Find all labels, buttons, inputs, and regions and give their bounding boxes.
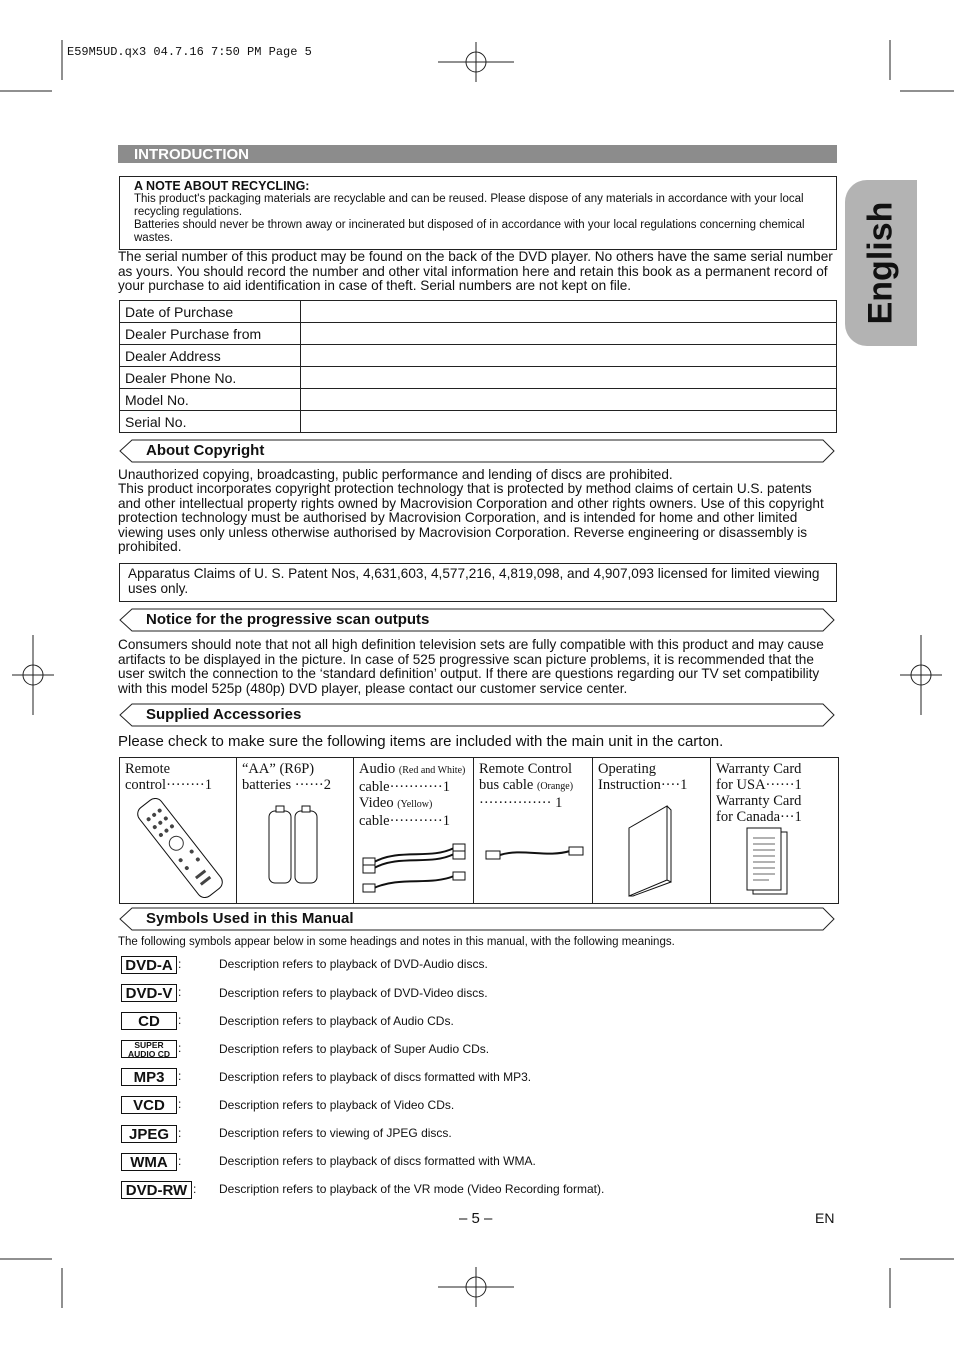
- patent-text: Apparatus Claims of U. S. Patent Nos, 4,631,603, 4,577,216, 4,819,098, and 4,907,093 licensed for limited viewing uses only.: [128, 566, 820, 596]
- symbol-desc: Description refers to playback of DVD-Audio discs.: [219, 957, 488, 971]
- audio-label: Audio: [359, 761, 396, 777]
- leader-dots: ···: [780, 809, 795, 825]
- language-tab-label: English: [861, 201, 900, 325]
- symbol-colon: :: [178, 1097, 182, 1111]
- remote-control-icon: [130, 798, 230, 898]
- symbol-desc: Description refers to playback of Super Audio CDs.: [219, 1042, 490, 1056]
- copyright-section-header: [119, 439, 835, 463]
- record-value[interactable]: [301, 411, 837, 433]
- copyright-text-1: Unauthorized copying, broadcasting, public performance and lending of discs are prohibited.: [118, 467, 673, 482]
- symbol-colon: :: [178, 985, 182, 999]
- accessories-table: [119, 757, 839, 904]
- bus-cable-label-2: bus cable: [479, 777, 534, 793]
- leader-dots: ···············: [479, 795, 552, 811]
- accessory-av-cables: [354, 758, 474, 903]
- progressive-heading: Notice for the progressive scan outputs: [146, 611, 430, 628]
- accessory-batteries: [237, 758, 354, 903]
- table-row: [120, 301, 837, 323]
- symbol-desc: Description refers to playback of discs formatted with MP3.: [219, 1070, 532, 1084]
- recycling-text-2: Batteries should never be thrown away or incinerated but disposed of in accordance with your local regulations concerning chemical wastes.: [134, 219, 805, 244]
- record-label: Model No.: [120, 389, 301, 411]
- symbol-colon: :: [193, 1182, 197, 1196]
- table-row: [120, 411, 837, 433]
- leader-dots: ······: [765, 777, 795, 793]
- symbol-desc: Description refers to viewing of JPEG discs.: [219, 1126, 452, 1140]
- quantity: 1: [794, 809, 802, 825]
- quantity: 1: [204, 777, 212, 793]
- accessories-section-header: [119, 703, 835, 727]
- leader-dots: ········: [166, 777, 205, 793]
- bus-cable-label: Remote Control: [479, 761, 573, 777]
- accessory-remote: [120, 758, 237, 903]
- recycling-heading: A NOTE ABOUT RECYCLING:: [134, 179, 310, 193]
- record-value[interactable]: [301, 367, 837, 389]
- progressive-text: Consumers should note that not all high definition television sets are fully compatible with this product and may cause artifacts to be displayed in the picture. In case of 525 progressive scan picture problems, it is recommended that the user switch the connection to the ‘standard definition’ output. If there are questions regarding our TV set compatibility with this model 525p (480p) DVD player, please contact our customer service center.: [118, 637, 824, 696]
- record-label: Serial No.: [120, 411, 301, 433]
- copyright-heading: About Copyright: [146, 442, 265, 459]
- remote-label: Remote: [125, 761, 171, 777]
- symbol-colon: :: [178, 957, 182, 971]
- badge-line-2: AUDIO CD: [127, 1049, 171, 1059]
- symbol-desc: Description refers to playback of Video CDs.: [219, 1098, 455, 1112]
- purchase-record-table: [119, 300, 837, 433]
- progressive-section-header: [119, 608, 835, 632]
- leader-dots: ····: [660, 777, 681, 793]
- quantity: 1: [555, 795, 563, 811]
- bus-cable-icon: [482, 840, 587, 870]
- symbol-badge-dvd-a: DVD-A: [121, 956, 177, 974]
- warranty-label-2: for USA: [716, 777, 766, 793]
- badge-line-1: SUPER: [134, 1040, 164, 1050]
- bus-cable-note: (Orange): [536, 781, 574, 792]
- warranty-card-icon: [743, 826, 793, 898]
- symbols-heading: Symbols Used in this Manual: [146, 910, 354, 927]
- patent-box: [119, 563, 837, 602]
- symbol-badge-wma: WMA: [121, 1153, 177, 1171]
- quantity: 1: [442, 813, 450, 829]
- symbol-desc: Description refers to playback of the VR mode (Video Recording format).: [219, 1182, 605, 1196]
- quantity: 1: [794, 777, 802, 793]
- symbol-colon: :: [178, 1069, 182, 1083]
- page-number: – 5 –: [459, 1210, 493, 1227]
- serial-paragraph: The serial number of this product may be found on the back of the DVD player. No others have the same serial number as yours. You should record the number and other vital information here and retain this book as a permanent record of your purchase to aid identification in case of theft. Serial numbers are not kept on file.: [118, 249, 833, 293]
- symbol-colon: :: [178, 1041, 182, 1055]
- warranty-label-4: for Canada: [716, 809, 781, 825]
- copyright-text-2: This product incorporates copyright protection technology that is protected by method claims of certain U.S. patents and other intellectual property rights owned by Macrovision Corporation and other rights owners. Use of this copyright protection technology must be authorised by Macrovision Corporation, and is intended for home and other limited viewing uses only unless otherwise authorised by Macrovision Corporation. Reverse engineering or disassembly is prohibited.: [118, 481, 824, 554]
- manual-booklet-icon: [621, 798, 691, 898]
- symbol-colon: :: [178, 1013, 182, 1027]
- record-value[interactable]: [301, 323, 837, 345]
- warranty-label-3: Warranty Card: [716, 793, 802, 809]
- table-row: [120, 389, 837, 411]
- video-label: Video: [359, 795, 394, 811]
- leader-dots: ···········: [389, 813, 443, 829]
- quantity: 1: [442, 779, 450, 795]
- video-note: (Yellow): [397, 799, 433, 810]
- quantity: 1: [680, 777, 688, 793]
- symbol-desc: Description refers to playback of DVD-Video discs.: [219, 986, 488, 1000]
- symbols-intro: The following symbols appear below in some headings and notes in this manual, with the following meanings.: [118, 936, 675, 948]
- batteries-label: “AA” (R6P): [242, 761, 315, 777]
- record-label: Dealer Purchase from: [120, 323, 301, 345]
- accessory-manual: [593, 758, 711, 903]
- accessory-warranty: [711, 758, 838, 903]
- table-row: [120, 323, 837, 345]
- record-value[interactable]: [301, 345, 837, 367]
- symbol-badge-dvd-rw: DVD-RW: [121, 1181, 192, 1199]
- remote-label-2: control: [125, 777, 167, 793]
- symbol-badge-cd: CD: [121, 1012, 177, 1030]
- accessory-bus-cable: [474, 758, 593, 903]
- introduction-title: INTRODUCTION: [134, 146, 249, 163]
- table-row: [120, 367, 837, 389]
- record-label: Dealer Address: [120, 345, 301, 367]
- record-value[interactable]: [301, 301, 837, 323]
- symbol-colon: :: [178, 1154, 182, 1168]
- symbol-colon: :: [178, 1126, 182, 1140]
- cable-label: cable: [359, 779, 390, 795]
- symbol-badge-jpeg: JPEG: [121, 1125, 177, 1143]
- language-code: EN: [815, 1210, 835, 1226]
- audio-note: (Red and White): [398, 765, 466, 776]
- batteries-label-2: batteries: [242, 777, 292, 793]
- table-row: [120, 345, 837, 367]
- symbol-badge-mp3: MP3: [121, 1068, 177, 1086]
- symbol-desc: Description refers to playback of Audio CDs.: [219, 1014, 454, 1028]
- record-label: Date of Purchase: [120, 301, 301, 323]
- print-slug: E59M5UD.qx3 04.7.16 7:50 PM Page 5: [67, 45, 312, 59]
- cable-label: cable: [359, 813, 390, 829]
- av-cable-icon: [360, 840, 470, 895]
- record-label: Dealer Phone No.: [120, 367, 301, 389]
- symbol-badge-vcd: VCD: [121, 1096, 177, 1114]
- symbols-section-header: [119, 907, 835, 931]
- symbol-desc: Description refers to playback of discs formatted with WMA.: [219, 1154, 536, 1168]
- quantity: 2: [323, 777, 331, 793]
- introduction-header: [118, 145, 837, 163]
- leader-dots: ······: [294, 777, 324, 793]
- recycling-text-1: This product's packaging materials are recyclable and can be reused. Please dispose of any materials in accordance with your local recycling regulations.: [134, 193, 804, 218]
- battery-icon: [265, 803, 325, 888]
- leader-dots: ···········: [389, 779, 443, 795]
- symbol-badge-super-audio-cd: [121, 1040, 177, 1058]
- manual-label: Operating: [598, 761, 656, 777]
- warranty-label: Warranty Card: [716, 761, 802, 777]
- symbol-badge-dvd-v: DVD-V: [121, 984, 177, 1002]
- record-value[interactable]: [301, 389, 837, 411]
- recycling-note-box: [119, 176, 837, 250]
- language-tab: [845, 180, 917, 346]
- accessories-heading: Supplied Accessories: [146, 706, 302, 723]
- accessories-intro: Please check to make sure the following items are included with the main unit in the carton.: [118, 733, 724, 750]
- manual-label-2: Instruction: [598, 777, 661, 793]
